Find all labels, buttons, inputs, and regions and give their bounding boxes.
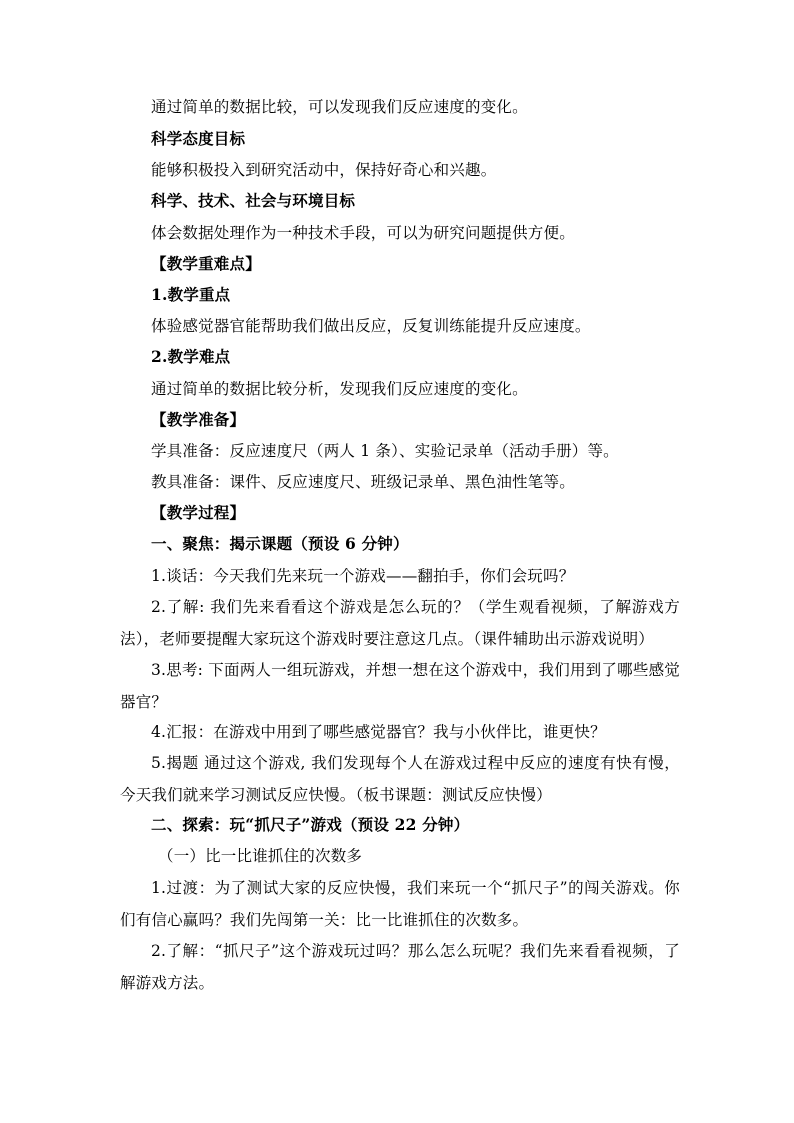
heading-key-difficult: 【教学重难点】 [151, 254, 261, 273]
difficulty-text: 通过简单的数据比较分析，发现我们反应速度的变化。 [151, 380, 528, 398]
step-transition: 1.过渡：为了测试大家的反应快慢，我们来玩一个“抓尺子”的闯关游戏。你们有信心赢吗？我们先闯第一关：比一比谁抓住的次数多。 [120, 879, 680, 929]
heading-part-one: 一、聚焦：揭示课题（预设 6 分钟） [151, 534, 409, 553]
heading-preparation: 【教学准备】 [151, 410, 246, 429]
teacher-materials: 教具准备：课件、反应速度尺、班级记录单、黑色油性笔等。 [151, 473, 575, 491]
step-think: 3.思考: 下面两人一组玩游戏，并想一想在这个游戏中，我们用到了哪些感觉器官？ [120, 661, 680, 711]
heading-focus: 1.教学重点 [151, 285, 231, 304]
objective-text: 通过简单的数据比较，可以发现我们反应速度的变化。 [151, 98, 528, 116]
student-materials: 学具准备：反应速度尺（两人 1 条）、实验记录单（活动手册）等。 [151, 442, 619, 460]
heading-stse: 科学、技术、社会与环境目标 [151, 191, 356, 210]
step-reveal-topic: 5.揭题 通过这个游戏, 我们发现每个人在游戏过程中反应的速度有快有慢，今天我们就来学习测试反应快慢。（板书课题：测试反应快慢） [120, 754, 680, 804]
step-understand-game: 2.了解：“抓尺子”这个游戏玩过吗？那么怎么玩呢？我们先来看看视频，了解游戏方法。 [120, 942, 680, 992]
focus-text: 体验感觉器官能帮助我们做出反应，反复训练能提升反应速度。 [151, 317, 591, 335]
subheading-compare-catches: （一）比一比谁抓住的次数多 [158, 847, 363, 865]
stse-text: 体会数据处理作为一种技术手段，可以为研究问题提供方便。 [151, 224, 575, 242]
step-talk: 1.谈话：今天我们先来玩一个游戏——翻拍手，你们会玩吗？ [151, 567, 575, 585]
attitude-text: 能够积极投入到研究活动中，保持好奇心和兴趣。 [151, 161, 497, 179]
heading-part-two: 二、探索：玩“抓尺子”游戏（预设 22 分钟） [151, 815, 470, 834]
heading-science-attitude: 科学态度目标 [151, 129, 246, 148]
step-report: 4.汇报：在游戏中用到了哪些感觉器官？我与小伙伴比，谁更快？ [151, 723, 606, 741]
step-understand: 2.了解: 我们先来看看这个游戏是怎么玩的？（学生观看视频，了解游戏方法），老师要提醒大家玩这个游戏时要注意这几点。（课件辅助出示游戏说明） [120, 598, 680, 648]
heading-difficulty: 2.教学难点 [151, 347, 231, 366]
heading-process: 【教学过程】 [151, 503, 246, 522]
